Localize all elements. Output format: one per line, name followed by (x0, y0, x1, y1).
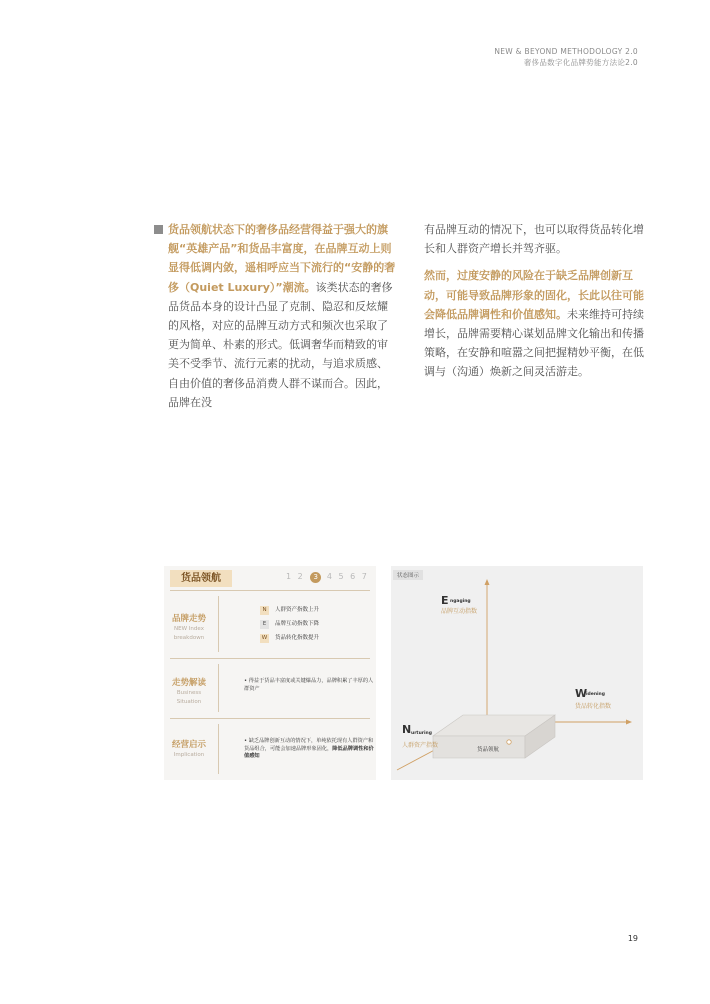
column-divider (218, 596, 219, 652)
widening-word: idening (586, 692, 605, 697)
step-1: 1 (286, 572, 294, 581)
header-methodology-cn: 奢侈品数字化品牌势能方法论2.0 (523, 58, 638, 67)
column-divider (218, 664, 219, 712)
right-bold-lead: 然而，过度安静的风险在于缺乏品牌创新互动，可能导致品牌形象的固化，长此以往可能会降低品牌调性和价值感知。 (424, 269, 644, 321)
column-divider (218, 724, 219, 774)
widening-arrow-icon (626, 720, 632, 725)
article-right-column (424, 220, 644, 382)
legend-item-w: W 货品转化指数提升 (261, 635, 320, 641)
table-divider (170, 590, 370, 591)
brand-state-table (164, 566, 376, 780)
widening-cn-label: 货品转化指数 (575, 703, 612, 710)
implication-text: • 缺乏品牌创新互动的情况下，单纯依托现有人群资产和货品组合，可能会加速品牌形象固化，降低品牌调性和价值感知 (244, 738, 374, 760)
step-2: 2 (297, 572, 305, 581)
step-3-active: 3 (310, 572, 321, 583)
header-methodology-en: NEW & BEYOND METHODOLOGY 2.0 (494, 47, 638, 56)
diagram-tag: 状态图示 (393, 570, 423, 580)
right-body-text: 未来维持可持续增长，品牌需要精心谋划品牌文化输出和传播策略，在安静和喧嚣之间把握精妙平衡，在低调与（沟通）焕新之间灵活游走。 (424, 307, 644, 379)
step-7: 7 (361, 572, 369, 581)
situation-text: • 得益于货品丰富度或关键爆品力，品牌积累了丰厚的人群资产 (244, 678, 374, 692)
diagram-canvas (391, 566, 643, 780)
bullet-square-icon (154, 225, 163, 234)
nurturing-cn-label: 人群资产指数 (402, 742, 439, 749)
nurturing-initial: N (402, 723, 412, 736)
box-label: 货品领航 (477, 747, 500, 753)
row-label-implication: 经营启示 Implication (171, 740, 206, 758)
right-paragraph-2 (424, 266, 644, 381)
engaging-arrow-icon (485, 579, 490, 585)
table-divider (170, 658, 370, 659)
row-label-trend: 品牌走势 NEW Index breakdown (171, 614, 206, 641)
table-divider (170, 718, 370, 719)
step-5: 5 (338, 572, 346, 581)
engaging-word: ngaging (450, 599, 471, 604)
step-4: 4 (326, 572, 334, 581)
legend-item-e: E 品牌互动指数下降 (260, 620, 319, 629)
page-number: 19 (627, 934, 638, 943)
page-header (494, 46, 638, 68)
engaging-cn-label: 品牌互动指数 (441, 608, 478, 615)
row-label-situation: 走势解读 Business Situation (171, 678, 206, 705)
engaging-initial: E (441, 594, 449, 607)
box-marker-dot (507, 740, 511, 744)
legend-item-n: N 人群资产指数上升 (260, 606, 319, 615)
step-6: 6 (350, 572, 358, 581)
left-body-text: 该类状态的奢侈品货品本身的设计凸显了克制、隐忍和反炫耀的风格，对应的品牌互动方式和频次也采取了更为简单、朴素的形式。低调奢华而精致的审美不受季节、流行元素的扰动，与追求质感、自由价值的奢侈品消费人群不谋而合。因此，品牌在没 (168, 280, 393, 409)
implication-bold: 降低品牌调性和价值感知 (244, 745, 374, 760)
step-indicator (286, 572, 369, 583)
nurturing-word: urturing (411, 731, 432, 736)
table-title: 货品领航 (170, 570, 232, 587)
state-diagram (391, 566, 643, 780)
widening-initial: W (575, 687, 588, 700)
article-left-column (168, 220, 396, 412)
right-paragraph-1: 有品牌互动的情况下，也可以取得货品转化增长和人群资产增长并驾齐驱。 (424, 223, 644, 256)
left-bold-lead: 货品领航状态下的奢侈品经营得益于强大的旗舰“英雄产品”和货品丰富度，在品牌互动上则显得低调内敛，遥相呼应当下流行的“安静的奢侈（Quiet Luxury）”潮流。 (168, 223, 396, 294)
